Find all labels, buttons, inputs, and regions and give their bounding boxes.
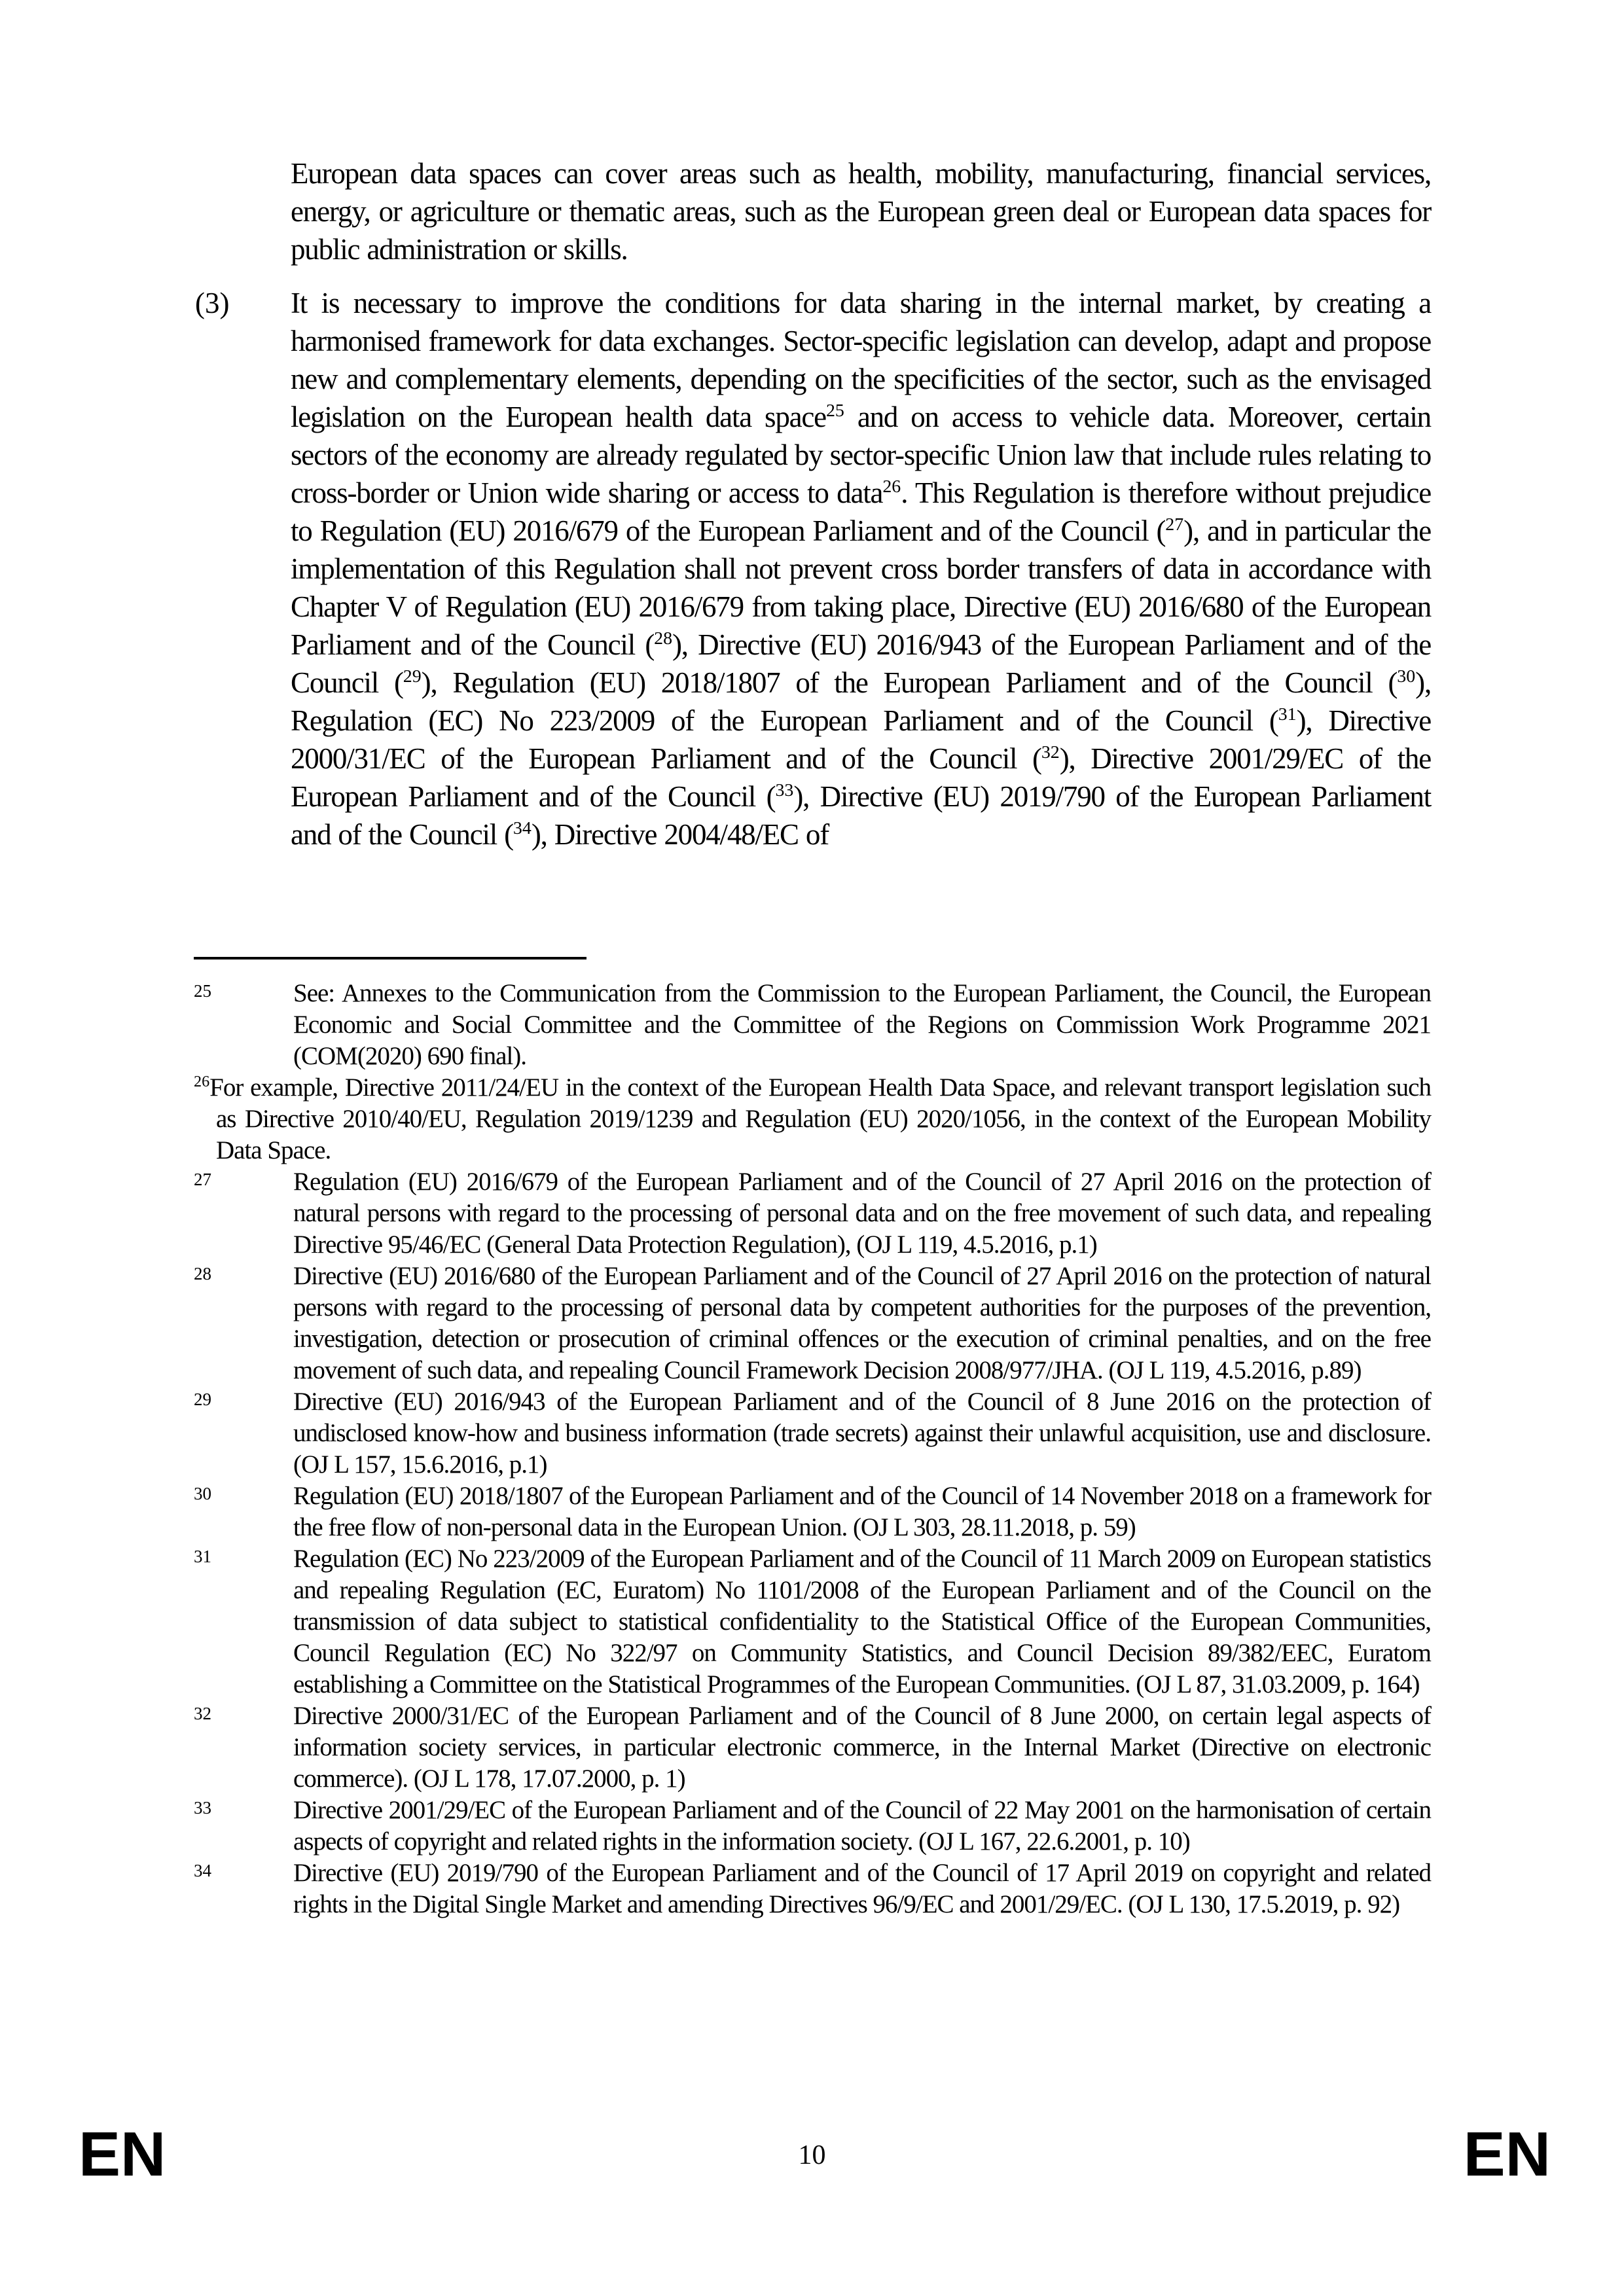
footnote-text: Regulation (EU) 2018/1807 of the European Parliament and of the Council of 14 November 2018 on a framework for the free flow of non-personal data in the European Union. (OJ L 303, 28.11.2018, p. 59)	[293, 1482, 1431, 1541]
footnote-item	[194, 1386, 1431, 1480]
footnote-reference: 28	[654, 628, 673, 649]
footnote-item	[194, 1795, 1431, 1857]
footnote-reference: 30	[1397, 666, 1416, 687]
footnote-number: 26	[194, 1073, 210, 1090]
footnote-reference: 25	[825, 401, 844, 421]
paragraph: (3) It is necessary to improve the conditions for data sharing in the internal market, by creating a harmonised framework for data exchanges. Sector-specific legislation can develop, adapt and propose new and complementary elements, depending on the specificities of the sector, such as the envisaged legislation on the European health data space$^{25}$ and on access to vehicle data. Moreover, certain sectors of the economy are already regulated by sector-specific Union law that include rules relating to cross-border or Union wide sharing or access to data$^{26}$. This Regulation is therefore without prejudice to Regulation (EU) 2016/679 of the European Parliament and of the Council ($^{27}$), and in particular the implementation of this Regulation shall not prevent cross border transfers of data in accordance with Chapter V of Regulation (EU) 2016/679 from taking place, Directive (EU) 2016/680 of the European Parliament and of the Council ($^{28}$), Directive (EU) 2016/943 of the European Parliament and of the Council ($^{29}$), Regulation (EU) 2018/1807 of the European Parliament and of the Council ($^{30}$), Regulation (EC) No 223/2009 of the European Parliament and of the Council ($^{31}$), Directive 2000/31/EC of the European Parliament and of the Council ($^{32}$), Directive 2001/29/EC of the European Parliament and of the Council ($^{33}$), Directive (EU) 2019/790 of the European Parliament and of the Council ($^{34}$), Directive 2004/48/EC of	[291, 284, 1431, 853]
page-number: 10	[798, 2140, 826, 2170]
paragraph-number: (3)	[195, 287, 230, 319]
footnote-number: 30	[194, 1484, 211, 1503]
footnote-text: For example, Directive 2011/24/EU in the context of the European Health Data Space, and relevant transport legislation such as Directive 2010/40/EU, Regulation 2019/1239 and Regulation (EU) 2020/1056, in the context of the European Mobility Data Space.	[209, 1073, 1431, 1164]
footnote-text: Directive 2001/29/EC of the European Parliament and of the Council of 22 May 2001 on the harmonisation of certain aspects of copyright and related rights in the information society. (OJ L 167, 22.6.2001, p. 10)	[293, 1796, 1431, 1856]
footnote-number: 32	[194, 1704, 211, 1723]
footnote-number: 28	[194, 1264, 211, 1283]
footnote-text: Directive (EU) 2019/790 of the European Parliament and of the Council of 17 April 2019 on copyright and related rights in the Digital Single Market and amending Directives 96/9/EC and 2001/29/EC. (OJ L 130, 17.5.2019, p. 92)	[293, 1859, 1431, 1918]
footnote-text: Directive (EU) 2016/680 of the European Parliament and of the Council of 27 April 2016 on the protection of natural persons with regard to the processing of personal data by competent authorities for the purposes of the prevention, investigation, detection or prosecution of criminal offences or the execution of criminal penalties, and on the free movement of such data, and repealing Council Framework Decision 2008/977/JHA. (OJ L 119, 4.5.2016, p.89)	[293, 1262, 1431, 1384]
footnote-text: Regulation (EC) No 223/2009 of the European Parliament and of the Council of 11 March 2009 on European statistics and repealing Regulation (EC, Euratom) No 1101/2008 of the European Parliament and of the Council on the transmission of data subject to statistical confidentiality to the Statistical Office of the European Communities, Council Regulation (EC) No 322/97 on Community Statistics, and Council Decision 89/382/EEC, Euratom establishing a Committee on the Statistical Programmes of the European Communities. (OJ L 87, 31.03.2009, p. 164)	[293, 1545, 1431, 1698]
footnotes-block	[194, 978, 1431, 1920]
footnote-item	[194, 1166, 1431, 1261]
footnote-item	[194, 1857, 1431, 1920]
footnote-reference: 29	[403, 666, 422, 687]
footer-language-code-right: EN	[1463, 2119, 1551, 2189]
footnote-number: 27	[194, 1170, 211, 1189]
footnote-text: Directive 2000/31/EC of the European Parliament and of the Council of 8 June 2000, on certain legal aspects of information society services, in particular electronic commerce, in the Internal Market (Directive on electronic commerce). (OJ L 178, 17.07.2000, p. 1)	[293, 1702, 1431, 1793]
footnote-item	[194, 1700, 1431, 1795]
footnote-reference: 32	[1041, 742, 1060, 762]
footnote-reference: 34	[513, 818, 532, 838]
footnote-text: See: Annexes to the Communication from the Commission to the European Parliament, the Council, the European Economic and Social Committee and the Committee of the Regions on Commission Work Programme 2021 (COM(2020) 690 final).	[293, 979, 1431, 1070]
footnote-number: 31	[194, 1547, 211, 1566]
footnote-number: 33	[194, 1798, 211, 1818]
footnote-text: Regulation (EU) 2016/679 of the European Parliament and of the Council of 27 April 2016 on the protection of natural persons with regard to the processing of personal data and on the free movement of such data, and repealing Directive 95/46/EC (General Data Protection Regulation), (OJ L 119, 4.5.2016, p.1)	[293, 1168, 1431, 1259]
body-text-block	[195, 154, 1432, 869]
footnote-text: Directive (EU) 2016/943 of the European Parliament and of the Council of 8 June 2016 on the protection of undisclosed know-how and business information (trade secrets) against their unlawful acquisition, use and disclosure. (OJ L 157, 15.6.2016, p.1)	[293, 1388, 1431, 1479]
footnote-number: 25	[194, 981, 211, 1001]
footnote-item	[194, 1261, 1431, 1386]
footer-language-code-left: EN	[79, 2119, 166, 2189]
footnote-reference: 27	[1165, 514, 1184, 535]
footnote-reference: 26	[882, 476, 901, 497]
paragraph: European data spaces can cover areas such as health, mobility, manufacturing, financial services, energy, or agriculture or thematic areas, such as the European green deal or European data spaces for public administration or skills.	[291, 157, 1431, 266]
footnote-item	[194, 1072, 1431, 1166]
footnote-item	[194, 1543, 1431, 1700]
footnote-number: 34	[194, 1861, 211, 1880]
footnote-item	[194, 1480, 1431, 1543]
footnote-number: 29	[194, 1390, 211, 1409]
footnote-reference: 31	[1278, 704, 1297, 725]
footnote-reference: 33	[775, 780, 794, 800]
footnote-item	[194, 978, 1431, 1072]
footnote-separator	[194, 957, 586, 960]
